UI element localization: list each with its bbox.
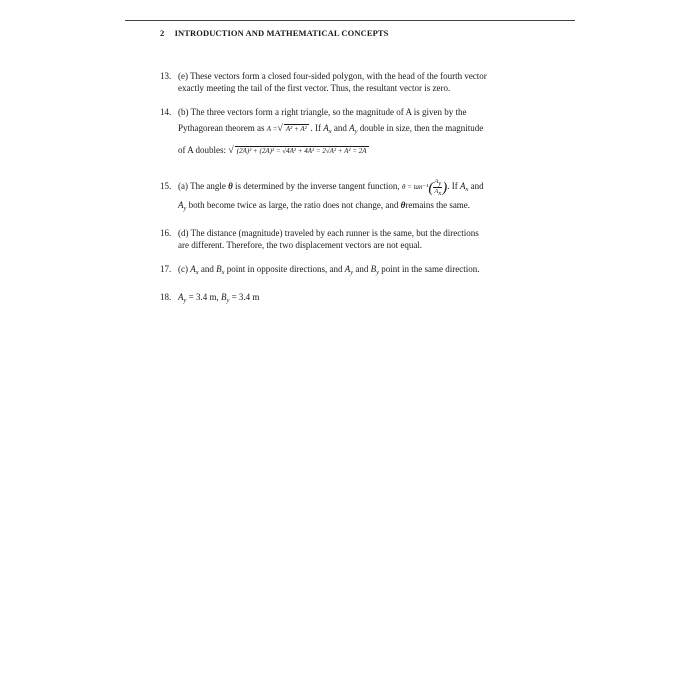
answer-13	[160, 71, 560, 94]
answer-number: 17.	[160, 264, 172, 274]
page-header	[160, 28, 388, 38]
header-rule	[125, 20, 575, 21]
symbol-by: $B_y$	[370, 264, 380, 276]
answer-text: and	[355, 264, 369, 274]
tan-inv-label: θ = tan⁻¹	[401, 183, 429, 192]
inverse-tangent-equation: θ = tan⁻¹( $\frac{Ay}{Ax}$ )	[401, 178, 448, 197]
pythagorean-equation	[266, 122, 311, 134]
answer-text: point in opposite directions, and	[226, 264, 343, 274]
answer-text: double in size, then the magnitude	[359, 122, 484, 133]
sqrt-symbol: √	[277, 122, 283, 134]
answer-text: is determined by the inverse tangent function,	[234, 181, 400, 192]
answer-text: and	[200, 264, 214, 274]
answer-number: 14.	[160, 107, 172, 117]
answer-16	[160, 228, 560, 251]
answer-text: exactly meeting the tail of the first vector. Thus, the resultant vector is zero.	[178, 82, 451, 93]
answer-text: = 3.4 m	[231, 292, 260, 302]
symbol-ay: $A_y$	[178, 200, 187, 212]
theta-symbol: θ	[400, 200, 406, 210]
answer-text: remains the same.	[405, 200, 471, 210]
symbol-ax: $A_x$	[323, 122, 332, 135]
symbol-by: $B_y$	[220, 292, 230, 304]
symbol-ay: $A_y$	[178, 292, 187, 304]
answer-text: (d) The distance (magnitude) traveled by each runner is the same, but the directions	[178, 228, 479, 238]
answer-text: both become twice as large, the ratio does not change, and	[188, 200, 399, 210]
ratio-fraction: $\frac{Ay}{Ax}$	[434, 178, 442, 197]
answer-text: and	[470, 181, 484, 192]
answer-text: are different. Therefore, the two displacement vectors are not equal.	[178, 239, 423, 250]
answer-number: 16.	[160, 228, 172, 238]
answer-text: (c)	[178, 264, 188, 274]
answer-14	[160, 107, 560, 158]
chapter-title: INTRODUCTION AND MATHEMATICAL CONCEPTS	[174, 28, 389, 38]
answer-text: Pythagorean theorem as	[178, 122, 265, 133]
symbol-ax: $A_x$	[459, 181, 469, 194]
theta-symbol: θ	[228, 181, 233, 192]
page-number: 2	[160, 28, 165, 38]
answer-text: = 3.4 m,	[188, 292, 219, 302]
symbol-ay: $A_y$	[344, 264, 354, 276]
answer-text: (a) The angle	[178, 181, 226, 192]
answer-18	[160, 292, 560, 307]
radicand: A² + A²	[285, 124, 307, 133]
symbol-ax: $A_x$	[190, 264, 199, 276]
symbol-bx: $B_x$	[216, 264, 225, 276]
answer-text: and	[333, 122, 347, 133]
answer-15	[160, 178, 560, 215]
answer-text: (e) These vectors form a closed four-sided polygon, with the head of the fourth vector	[178, 71, 487, 81]
answer-17	[160, 264, 560, 279]
answer-text: point in the same direction.	[381, 264, 480, 274]
answer-text: . If	[447, 181, 458, 192]
answer-text: . If	[310, 122, 321, 133]
equation-lhs: A =	[266, 124, 278, 133]
doubling-equation	[228, 147, 368, 155]
sqrt-symbol: √	[228, 145, 234, 156]
answer-number: 13.	[160, 71, 172, 81]
doubling-radicand: (2A)² + (2A)² = √4A² + 4A² = 2√A² + A² = 2A	[236, 147, 367, 155]
symbol-ay: $A_y$	[349, 122, 358, 135]
answer-text: of A doubles:	[178, 145, 227, 155]
answer-number: 18.	[160, 292, 172, 302]
answer-text: (b) The three vectors form a right triangle, so the magnitude of A is given by the	[178, 107, 467, 117]
answer-number: 15.	[160, 181, 172, 192]
